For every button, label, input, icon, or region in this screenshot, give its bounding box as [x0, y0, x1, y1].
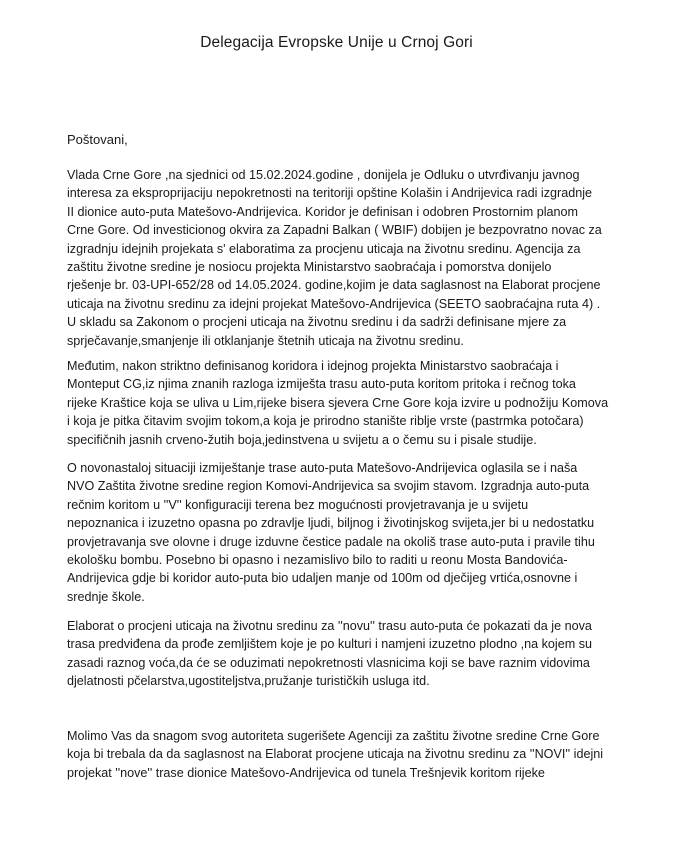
paragraph-line: NVO Zaštita životne sredine region Komovi-Andrijevica sa svojim stavom. Izgradnja auto-puta — [67, 479, 590, 494]
paragraph-line: U skladu sa Zakonom o procjeni uticaja na životnu sredinu i da sadrži definisane mjere za — [67, 315, 567, 330]
letter-greeting: Poštovani, — [67, 132, 128, 147]
paragraph-line: Međutim, nakon striktno definisanog koridora i idejnog projekta Ministarstvo saobraćaja i — [67, 359, 559, 373]
paragraph-line: trasa predviđena da prođe zemljištem koje je po kulturi i namjeni izuzetno plodno ,na kojem su — [67, 637, 593, 652]
paragraph-line: djelatnosti pčelarstva,ugostiteljstva,pružanje turističkih usluga itd. — [67, 674, 430, 689]
paragraph-line: Monteput CG,iz njima znanih razloga izmiješta trasu auto-puta koritom pritoka i rečnog toka — [67, 377, 576, 392]
paragraph-3 — [67, 459, 615, 606]
paragraph-line: rješenje br. 03-UPI-652/28 od 14.05.2024. godine,kojim je data saglasnost na Elaborat procjene — [67, 278, 601, 293]
paragraph-line: rijeke Kraštice koja se uliva u Lim,rijeke bisera sjevera Crne Gore koja izvire u podnožiju Komova — [67, 395, 609, 410]
paragraph-line: Andrijevica gdje bi koridor auto-puta bio udaljen manje od 100m od dječijeg vrtića,osnovne i — [67, 571, 578, 586]
paragraph-line: Elaborat o procjeni uticaja na životnu sredinu za ''novu'' trasu auto-puta će pokazati da je nova — [67, 619, 592, 633]
paragraph-line: zasadi raznog voća,da će se oduzimati nepokretnosti vlasnicima koji se bave raznim vidovima — [67, 655, 590, 670]
paragraph-line: ekološku bombu. Posebno bi opasno i nezamislivo bilo to raditi u reonu Mosta Bandovića- — [67, 553, 568, 568]
paragraph-line: srednje škole. — [67, 589, 145, 604]
paragraph-line: i koja je pitka čitavim svojim tokom,a koja je prirodno stanište riblje vrste (pastrmka potočara) — [67, 414, 584, 429]
paragraph-line: interesa za eksproprijaciju nepokretnosti na teritoriji opštine Kolašin i Andrijevica radi izgradnje — [67, 186, 593, 201]
paragraph-line: sprječavanje,smanjenje ili otklanjanje štetnih uticaja na životnu sredinu. — [67, 333, 464, 348]
paragraph-line: uticaja na životnu sredinu za idejni projekat Matešovo-Andrijevica (SEETO saobraćajna ruta 4) . — [67, 296, 601, 311]
paragraph-line: koja bi trebala da da saglasnost na Elaborat procjene uticaja na životnu sredinu za ''NOVI'' idejni — [67, 747, 604, 762]
paragraph-5 — [67, 727, 615, 782]
paragraph-line: rečnim koritom u ''V'' konfiguraciji terena bez mogućnosti provjetravanja je u svijetu — [67, 497, 529, 512]
paragraph-1 — [67, 166, 615, 350]
paragraph-line: Vlada Crne Gore ,na sjednici od 15.02.2024.godine , donijela je Odluku o utvrđivanju javnog — [67, 168, 580, 182]
paragraph-2 — [67, 357, 615, 449]
paragraph-line: Molimo Vas da snagom svog autoriteta sugerišete Agenciji za zaštitu životne sredine Crne Gore — [67, 729, 600, 743]
paragraph-line: zaštitu životne sredine je nosiocu projekta Ministarstvo saobraćaja i pomorstva donijelo — [67, 260, 552, 275]
paragraph-line: izgradnju idejnih projekata s' elaboratima za procjenu uticaja na životnu sredinu. Agencija za — [67, 241, 581, 256]
paragraph-line: nepoznanica i izuzetno opasna po zdravlje ljudi, biljnog i životinjskog svijeta,jer bi u nedostatku — [67, 516, 595, 531]
letter-title: Delegacija Evropske Unije u Crnoj Gori — [200, 34, 473, 51]
paragraph-line: provjetravanja sve olovne i druge izduvne čestice padale na okoliš trase auto-puta i pravile tihu — [67, 534, 595, 549]
paragraph-line: II dionice auto-puta Matešovo-Andrijevica. Koridor je definisan i odobren Prostornim planom — [67, 204, 579, 219]
paragraph-line: projekat ''nove'' trase dionice Matešovo-Andrijevica od tunela Trešnjevik koritom rijeke — [67, 765, 545, 780]
paragraph-line: specifičnih jasnih crveno-žutih boja,jedinstvena u svijetu a o čemu su i pisale studije. — [67, 432, 537, 447]
paragraph-line: O novonastaloj situaciji izmiještanje trase auto-puta Matešovo-Andrijevica oglasila se i naša — [67, 461, 578, 475]
paragraph-line: Crne Gore. Od investicionog okvira za Zapadni Balkan ( WBIF) dobijen je bezpovratno novac za — [67, 223, 602, 238]
paragraph-4 — [67, 617, 615, 691]
